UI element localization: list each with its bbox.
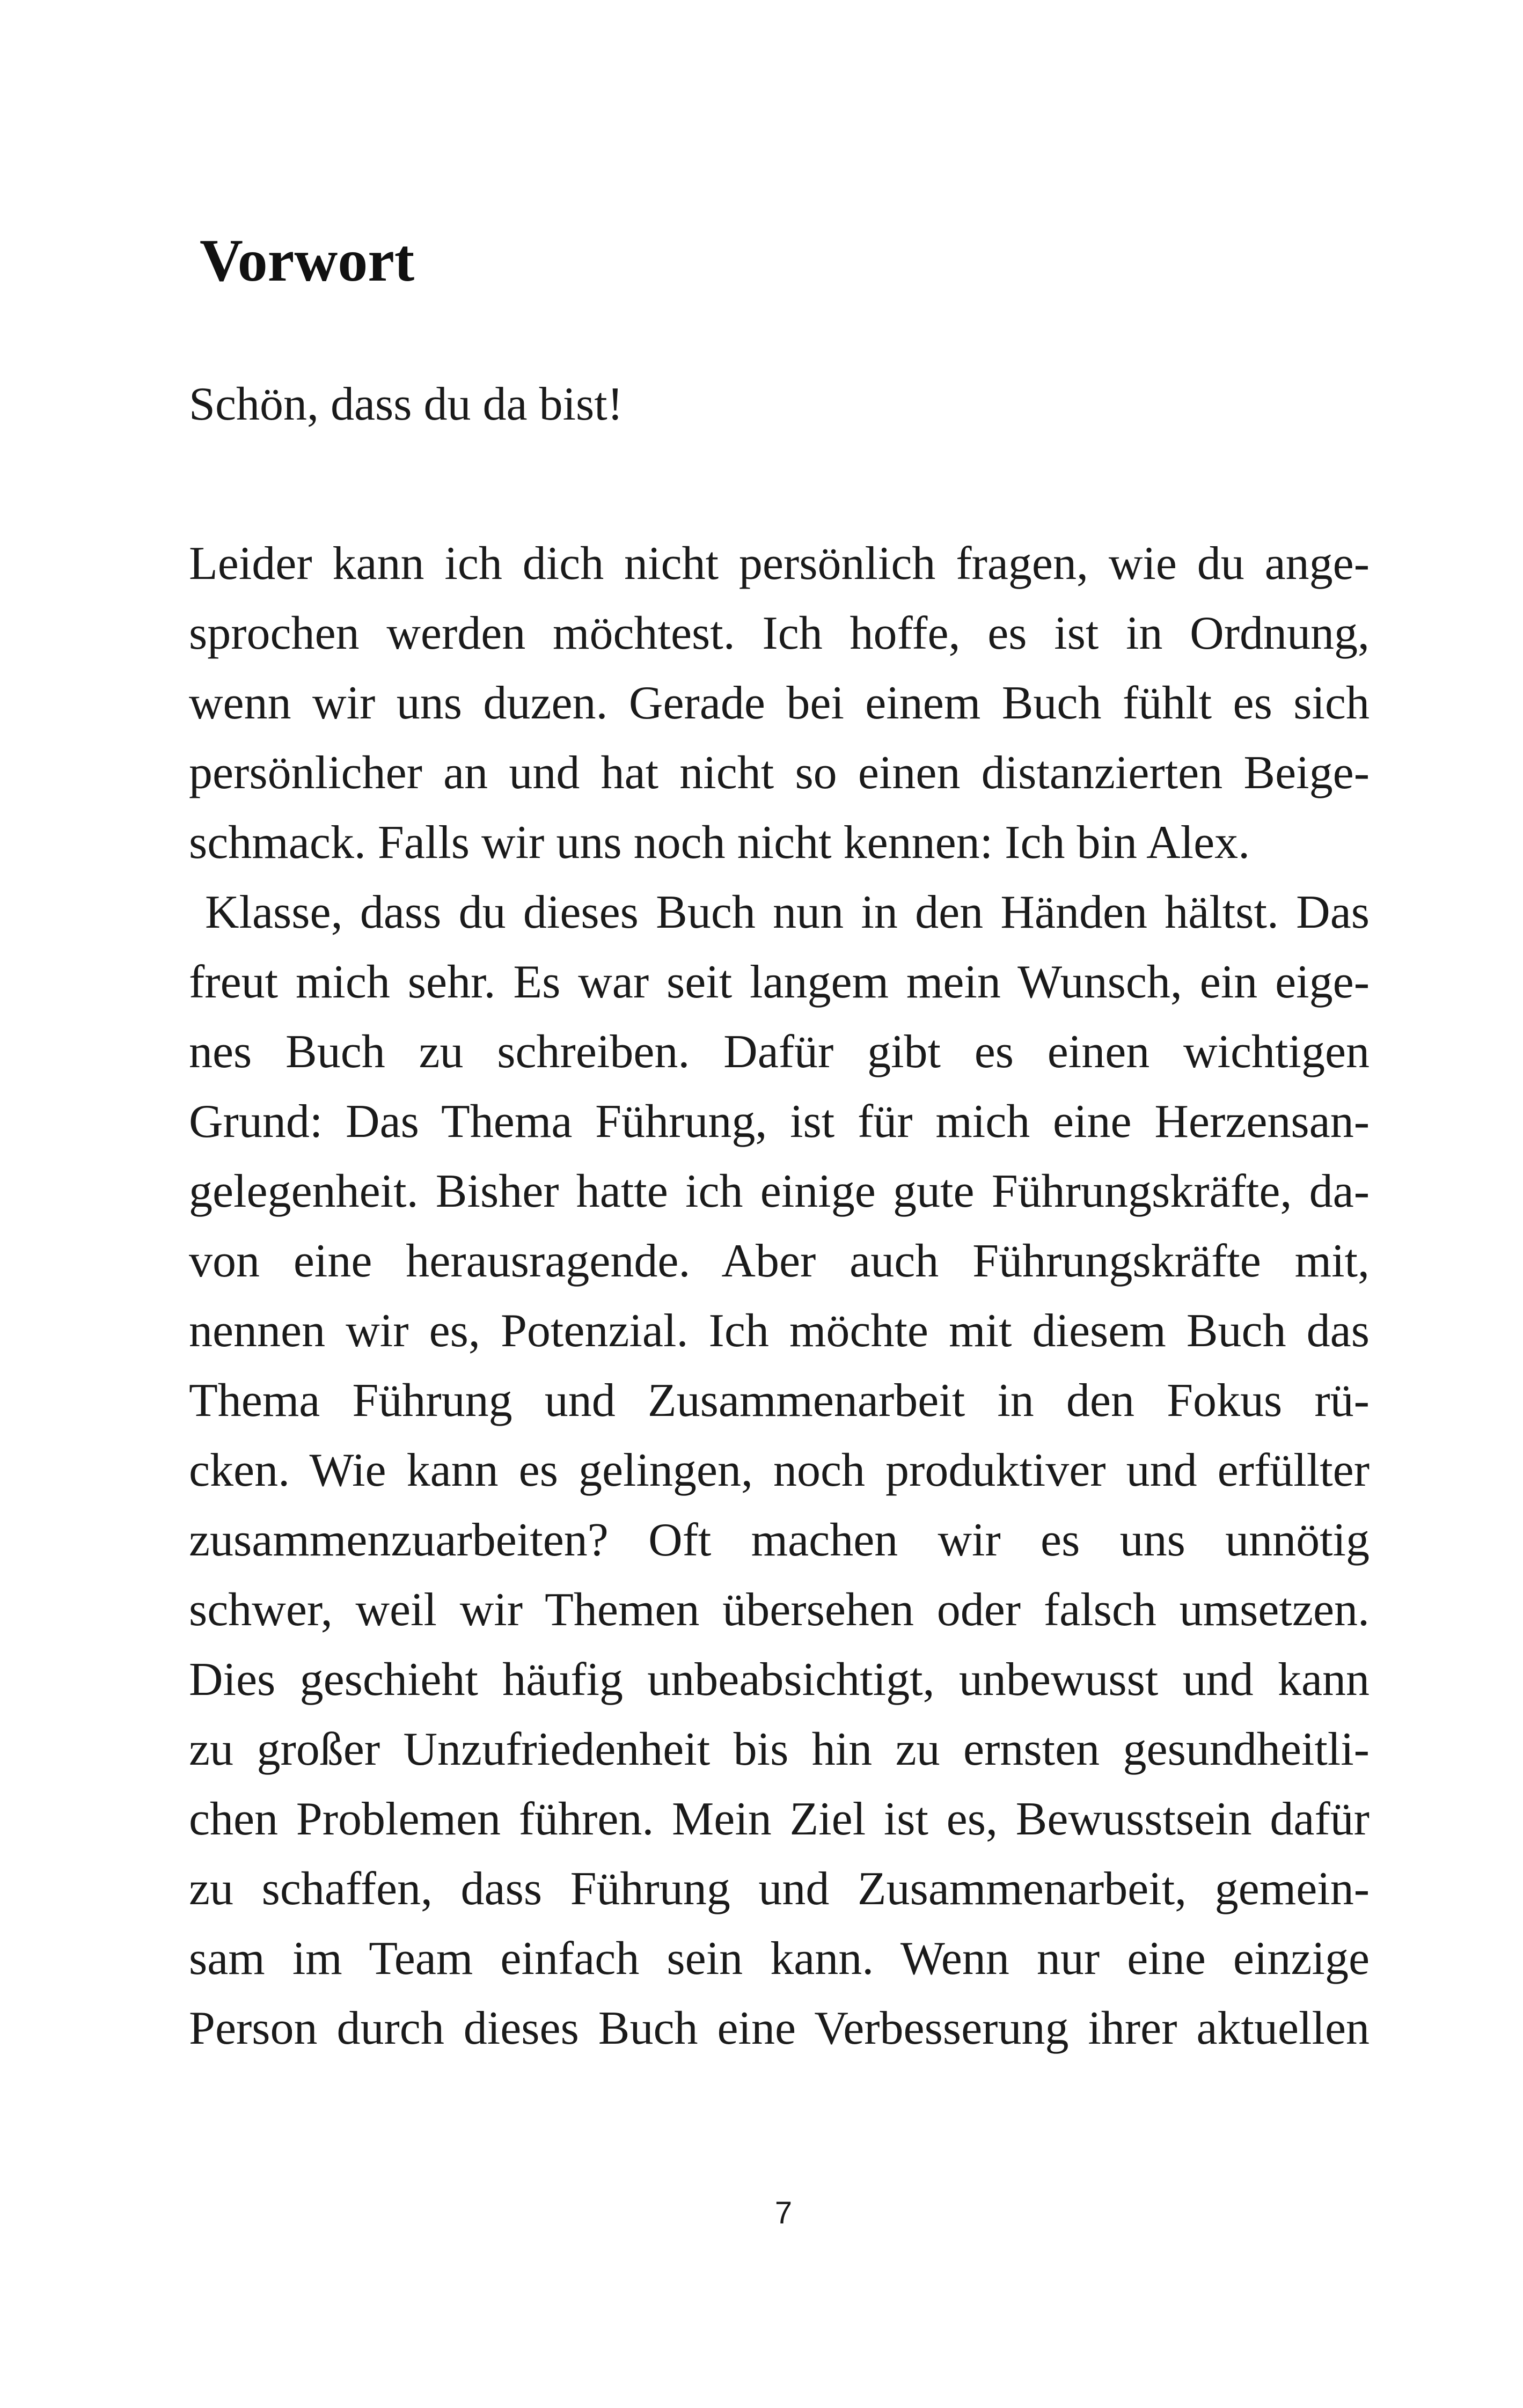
- text-line: Person durch dieses Buch eine Verbesserung ihrer aktuellen: [189, 2002, 1370, 2054]
- text-line: zu schaffen, dass Führung und Zusammenarbeit, gemein-: [189, 1863, 1370, 1915]
- page-number: 7: [774, 2196, 793, 2230]
- text-line: Dies geschieht häufig unbeabsichtigt, unbewusst und kann: [189, 1654, 1370, 1706]
- text-line: wenn wir uns duzen. Gerade bei einem Buch fühlt es sich: [189, 677, 1370, 729]
- text-line: zu großer Unzufriedenheit bis hin zu ernsten gesundheitli-: [189, 1723, 1370, 1775]
- text-line: sprochen werden möchtest. Ich hoffe, es ist in Ordnung,: [189, 607, 1370, 659]
- text-line: zusammenzuarbeiten? Oft machen wir es uns unnötig: [189, 1514, 1370, 1566]
- text-line: Thema Führung und Zusammenarbeit in den Fokus rü-: [189, 1375, 1370, 1427]
- body-text: [189, 529, 1370, 2064]
- text-line: nennen wir es, Potenzial. Ich möchte mit diesem Buch das: [189, 1305, 1370, 1357]
- text-line: Klasse, dass du dieses Buch nun in den Händen hältst. Das: [205, 886, 1370, 938]
- text-line: schmack. Falls wir uns noch nicht kennen: Ich bin Alex.: [189, 817, 1250, 869]
- text-line: cken. Wie kann es gelingen, noch produktiver und erfüllter: [189, 1444, 1370, 1496]
- text-line: Leider kann ich dich nicht persönlich fragen, wie du ange-: [189, 538, 1370, 590]
- text-line: chen Problemen führen. Mein Ziel ist es, Bewusstsein dafür: [189, 1793, 1370, 1845]
- text-line: sam im Team einfach sein kann. Wenn nur eine einzige: [189, 1933, 1370, 1985]
- text-line: von eine herausragende. Aber auch Führungskräfte mit,: [189, 1235, 1370, 1287]
- greeting-line: Schön, dass du da bist!: [189, 378, 624, 430]
- text-line: persönlicher an und hat nicht so einen distanzierten Beige-: [189, 747, 1370, 799]
- text-line: gelegenheit. Bisher hatte ich einige gute Führungskräfte, da-: [189, 1165, 1370, 1217]
- text-line: schwer, weil wir Themen übersehen oder falsch umsetzen.: [189, 1584, 1370, 1636]
- text-line: Grund: Das Thema Führung, ist für mich eine Herzensan-: [189, 1096, 1370, 1148]
- chapter-heading: Vorwort: [200, 227, 415, 294]
- text-line: freut mich sehr. Es war seit langem mein Wunsch, ein eige-: [189, 956, 1370, 1008]
- text-line: nes Buch zu schreiben. Dafür gibt es einen wichtigen: [189, 1026, 1370, 1078]
